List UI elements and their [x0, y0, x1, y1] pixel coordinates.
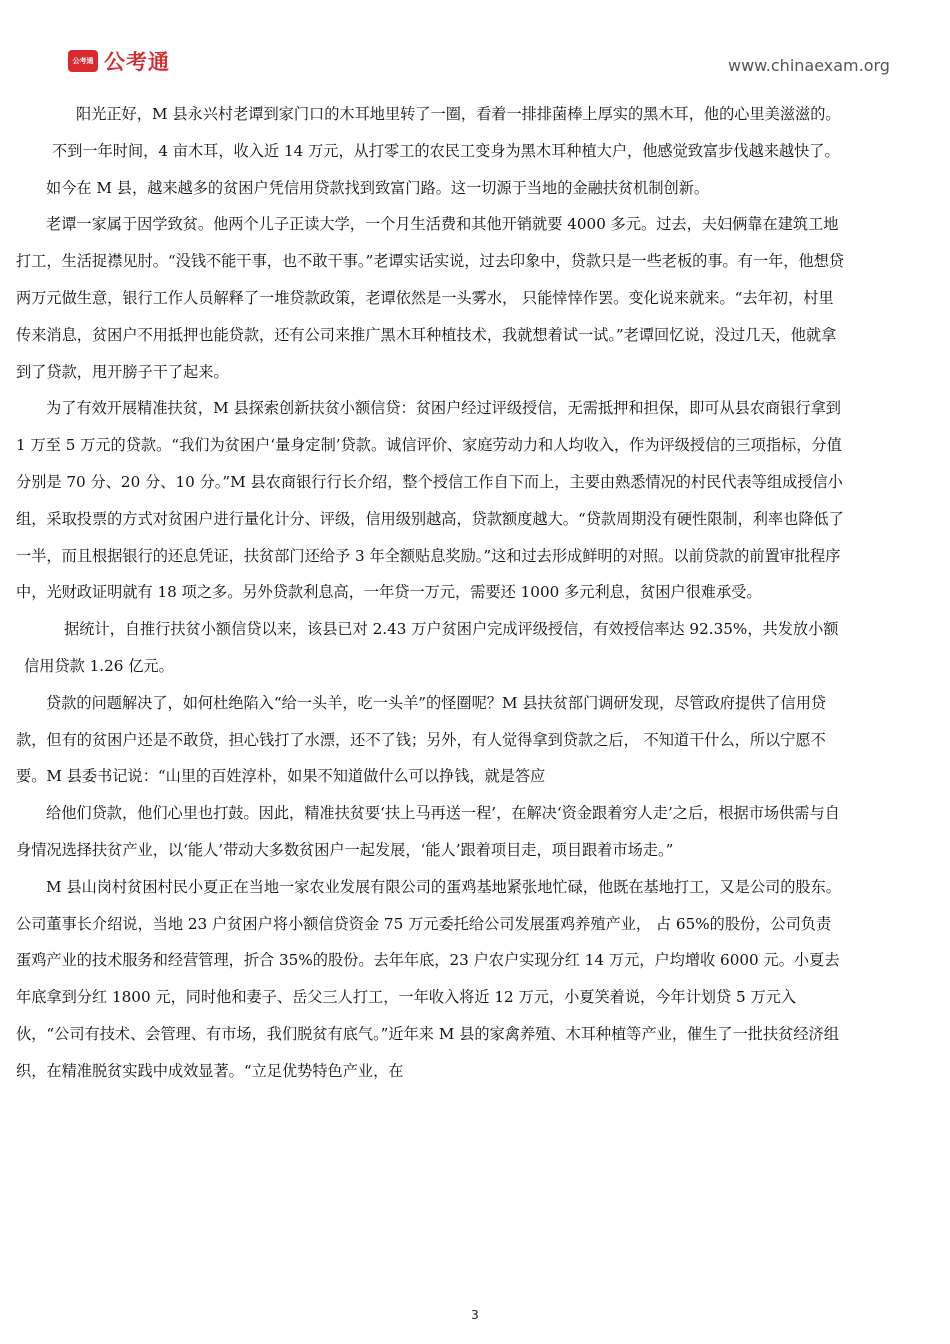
paragraph-5: 据统计，自推行扶贫小额信贷以来，该县已对 2.43 万户贫困户完成评级授信，有效授信率达 92.35%，共发放小额信用贷款 1.26 亿元。: [24, 620, 839, 675]
paragraph-8: M 县山岗村贫困村民小夏正在当地一家农业发展有限公司的蛋鸡基地紧张地忙碌，他既在基地打工，又是公司的股东。公司董事长介绍说，当地 23 户贫困户将小额信贷资金 75 万元委托给公司发展蛋鸡养殖产业， 占 65%的股份，公司负责蛋鸡产业的技术服务和经营管理，折合 35%的股份。去年年底，23 户农户实现分红 14 万元，户均增收 6000 元。小夏去年底拿到分红 1800 元，同时他和妻子、岳父三人打工，一年收入将近 12 万元，小夏笑着说，今年计划贷 5 万元入伙，“公司有技术、会管理、有市场，我们脱贫有底气。”近年来 M 县的家禽养殖、木耳种植等产业，催生了一批扶贫经济组织，在精准脱贫实践中成效显著。“立足优势特色产业，在: [16, 877, 841, 1080]
page-header: [0, 0, 950, 90]
paragraph-2: 如今在 M 县，越来越多的贫困户凭信用贷款找到致富门路。这一切源于当地的金融扶贫机制创新。: [46, 178, 710, 197]
paragraph-1: 阳光正好，M 县永兴村老谭到家门口的木耳地里转了一圈，看着一排排菌棒上厚实的黑木耳，他的心里美滋滋的。不到一年时间，4 亩木耳，收入近 14 万元，从打零工的农民工变身为黑木耳种植大户，他感觉致富步伐越来越快了。: [52, 105, 841, 160]
paragraph-3: 老谭一家属于因学致贫。他两个儿子正读大学，一个月生活费和其他开销就要 4000 多元。过去，夫妇俩靠在建筑工地打工，生活捉襟见肘。“没钱不能干事，也不敢干事。”老谭实话实说，过去印象中，贷款只是一些老板的事。有一年，他想贷两万元做生意，银行工作人员解释了一堆贷款政策，老谭依然是一头雾水， 只能悻悻作罢。变化说来就来。“去年初，村里传来消息，贫困户不用抵押也能贷款，还有公司来推广黑木耳种植技术，我就想着试一试。”老谭回忆说，没过几天，他就拿到了贷款，甩开膀子干了起来。: [16, 215, 845, 381]
paragraph-7: 给他们贷款，他们心里也打鼓。因此，精准扶贫要‘扶上马再送一程’，在解决‘资金跟着穷人走’之后，根据市场供需与自身情况选择扶贫产业，以‘能人’带动大多数贫困户一起发展，‘能人’跟着项目走，项目跟着市场走。”: [16, 804, 840, 859]
page-number: 3: [471, 1308, 479, 1322]
paragraph-6: 贷款的问题解决了，如何杜绝陷入“给一头羊，吃一头羊”的怪圈呢？M 县扶贫部门调研发现，尽管政府提供了信用贷款，但有的贫困户还是不敢贷，担心钱打了水漂，还不了钱；另外，有人觉得拿到贷款之后， 不知道干什么，所以宁愿不要。M 县委书记说：“山里的百姓淳朴，如果不知道做什么可以挣钱，就是答应: [16, 693, 827, 786]
paragraph-4: 为了有效开展精准扶贫，M 县探索创新扶贫小额信贷：贫困户经过评级授信，无需抵押和担保，即可从县农商银行拿到 1 万至 5 万元的贷款。“我们为贫困户‘量身定制’贷款。诚信评价、家庭劳动力和人均收入，作为评级授信的三项指标，分值分别是 70 分、20 分、10 分。”M 县农商银行行长介绍，整个授信工作自下而上，主要由熟悉情况的村民代表等组成授信小组，采取投票的方式对贫困户进行量化计分、评级，信用级别越高，贷款额度越大。“贷款周期没有硬性限制，利率也降低了一半，而且根据银行的还息凭证，扶贫部门还给予 3 年全额贴息奖励。”这和过去形成鲜明的对照。以前贷款的前置审批程序中，光财政证明就有 18 项之多。另外贷款利息高，一年贷一万元，需要还 1000 多元利息，贫困户很难承受。: [16, 399, 844, 602]
logo: [68, 46, 170, 76]
logo-text: 公考通: [104, 50, 170, 74]
logo-badge-icon: 公考通: [68, 50, 98, 72]
document-body: [16, 96, 846, 1090]
site-url: www.chinaexam.org: [728, 56, 890, 75]
